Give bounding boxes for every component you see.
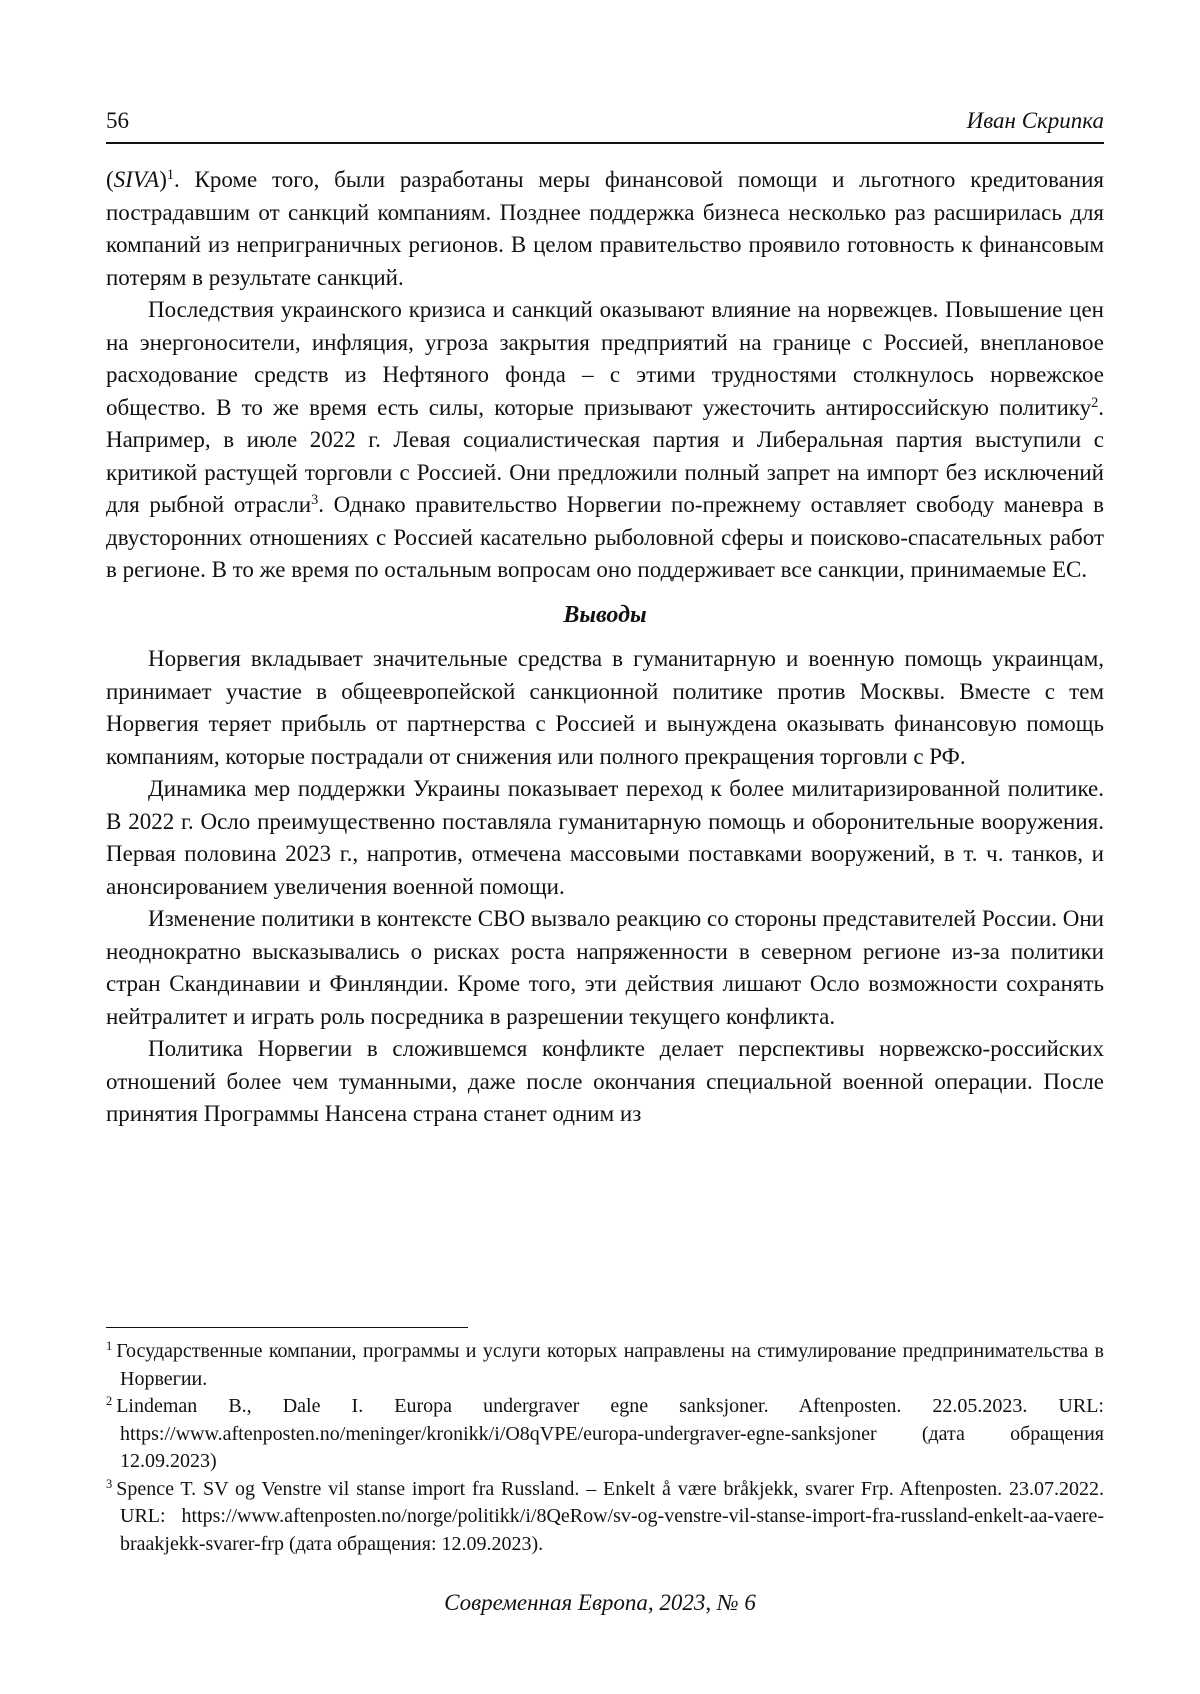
footnote-ref-1[interactable]: 1: [166, 167, 175, 184]
footnotes: [106, 1338, 1104, 1558]
paragraph-4: Динамика мер поддержки Украины показывает переход к более милитаризированной политике. В 2022 г. Осло преимущественно поставляла гуманитарную помощь и оборонительные вооружения. Первая половина 2023 г., напротив, отмечена массовыми поставками вооружений, в т. ч. танков, и анонсированием увеличения военной помощи.: [106, 776, 1104, 899]
footnote-divider: [106, 1327, 468, 1328]
paragraph-1-text: . Кроме того, были разработаны меры финансовой помощи и льготного кредитования пострадавшим от санкций компаниям. Позднее поддержка бизнеса несколько раз расширилась для компаний из неприграничных регионов. В целом правительство проявило готовность к финансовым потерям в результате санкций.: [106, 167, 1104, 290]
paragraph-3: Норвегия вкладывает значительные средства в гуманитарную и военную помощь украинцам, принимает участие в общеевропейской санкционной политике против Москвы. Вместе с тем Норвегия теряет прибыль от партнерства с Россией и вынуждена оказывать финансовую помощь компаниям, которые пострадали от снижения или полного прекращения торговли с РФ.: [106, 646, 1104, 769]
page-number: 56: [106, 108, 129, 133]
footnote-1-text: Государственные компании, программы и услуги которых направлены на стимулирование предпринимательства в Норвегии.: [116, 1340, 1104, 1390]
footnote-1: [106, 1338, 1104, 1393]
footnote-1-number: 1: [106, 1339, 113, 1354]
paragraph-6: Политика Норвегии в сложившемся конфликте делает перспективы норвежско-российских отношений более чем туманными, даже после окончания специальной военной операции. После принятия Программы Нансена страна станет одним из: [106, 1036, 1104, 1126]
footnote-3-number: 3: [106, 1476, 113, 1491]
paragraph-1-italic-abbr: SIVA: [113, 167, 160, 192]
running-header: [106, 104, 1104, 144]
footnote-2: [106, 1393, 1104, 1476]
footnote-ref-2[interactable]: 2: [1091, 394, 1099, 411]
paragraph-1-open-paren: (: [106, 167, 114, 192]
footnote-3-text: Spence T. SV og Venstre vil stanse import fra Russland. – Enkelt å være bråkjekk, svarer Frp. Aftenposten. 23.07.2022. URL: https://www.aftenposten.no/norge/politikk/i/8QeRow/sv-og-venstre-vil-stanse-import-fra-russland-enkelt-aa-vaere-braakjekk-svarer-frp (дата обращения: 12.09.2023).: [116, 1477, 1104, 1555]
paragraph-5: Изменение политики в контексте СВО вызвало реакцию со стороны представителей России. Они неоднократно высказывались о рисках роста напряженности в северном регионе из-за политики стран Скандинавии и Финляндии. Кроме того, эти действия лишают Осло возможности сохранять нейтралитет и играть роль посредника в разрешении текущего конфликта.: [106, 906, 1104, 1029]
paragraph-2: [106, 294, 1104, 587]
section-heading: Выводы: [563, 601, 647, 628]
footnote-3: [106, 1476, 1104, 1559]
footnote-2-number: 2: [106, 1394, 113, 1409]
paragraph-2-text-b: . Например, в июле 2022 г. Левая социалистическая партия и Либеральная партия выступили с критикой растущей торговли с Россией. Они предложили полный запрет на импорт без исключений для рыбной отрасли: [106, 394, 1104, 517]
footnote-2-text: Lindeman B., Dale I. Europa undergraver egne sanksjoner. Aftenposten. 22.05.2023. URL: https://www.aftenposten.no/meninger/kronikk/i/O8qVPE/europa-undergraver-egne-sanksjoner (дата обращения 12.09.2023): [116, 1395, 1104, 1472]
paragraph-2-text-c: . Однако правительство Норвегии по-прежнему оставляет свободу маневра в двусторонних отношениях с Россией касательно рыболовной сферы и поисково-спасательных работ в регионе. В то же время по остальным вопросам оно поддерживает все санкции, принимаемые ЕС.: [106, 492, 1105, 582]
journal-footer: Современная Европа, 2023, № 6: [444, 1590, 756, 1615]
paragraph-1: [106, 164, 1104, 294]
running-author: Иван Скрипка: [966, 108, 1104, 133]
footnote-ref-3[interactable]: 3: [311, 492, 319, 509]
paragraph-2-text-a: Последствия украинского кризиса и санкций оказывают влияние на норвежцев. Повышение цен на энергоносители, инфляция, угроза закрытия предприятий на границе с Россией, внеплановое расходование средств из Нефтяного фонда – с этими трудностями столкнулось норвежское общество. В то же время есть силы, которые призывают ужесточить антироссийскую политику: [106, 297, 1104, 420]
paragraph-1-close-paren: ): [159, 167, 167, 192]
body-text: [106, 164, 1104, 1131]
